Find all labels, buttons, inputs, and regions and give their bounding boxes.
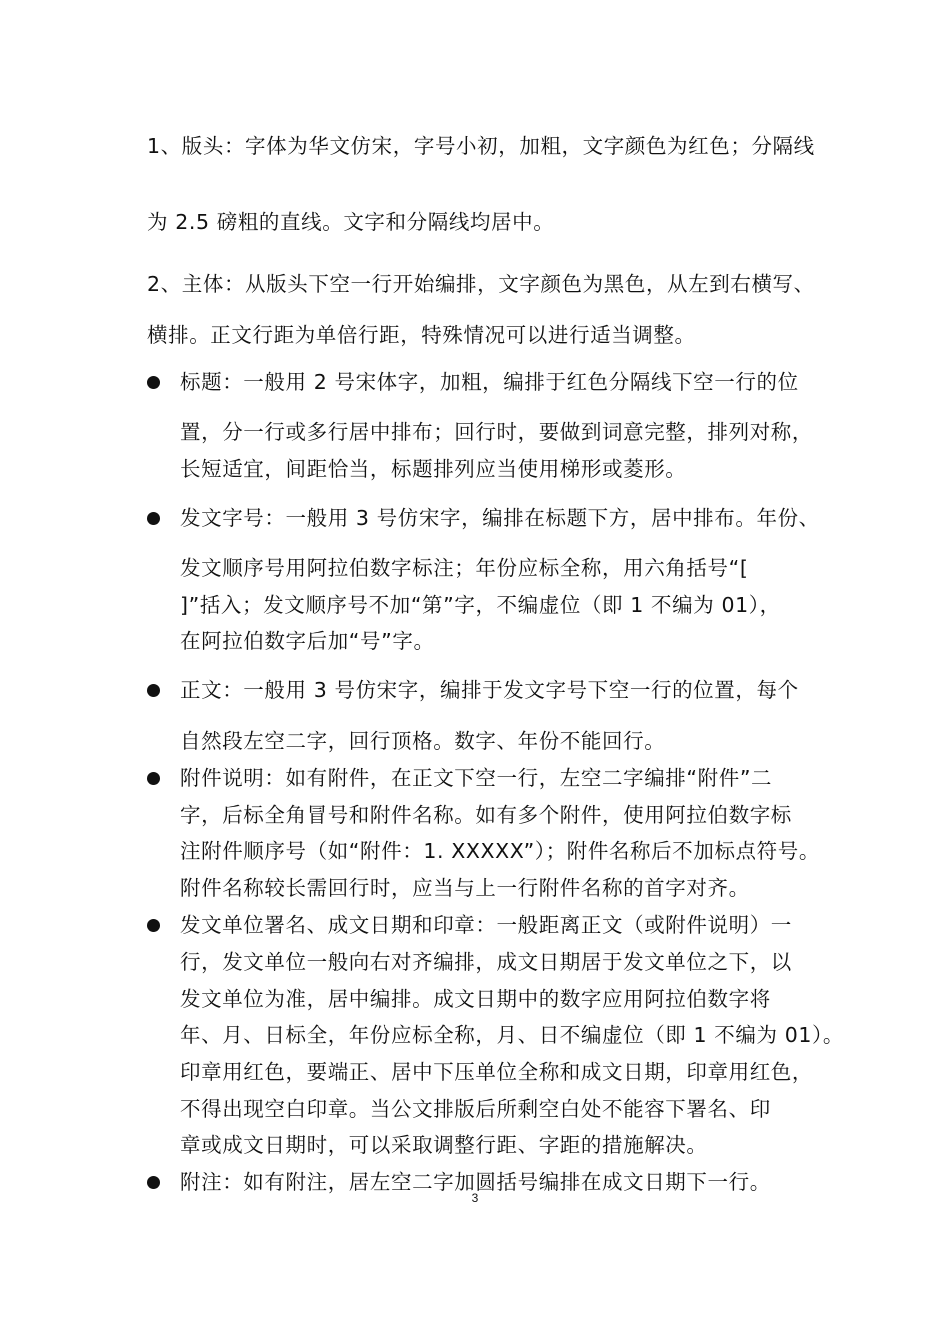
section-1-line-1: 1、版头：字体为华文仿宋，字号小初，加粗，文字颜色为红色；分隔线 — [147, 134, 815, 158]
bullet-2-line-1: 发文字号：一般用 3 号仿宋字，编排在标题下方，居中排布。年份、 — [180, 506, 820, 530]
bullet-6-line-1: 附注：如有附注，居左空二字加圆括号编排在成文日期下一行。 — [180, 1170, 771, 1194]
bullet-icon — [147, 684, 160, 697]
bullet-3-line-2: 自然段左空二字，回行顶格。数字、年份不能回行。 — [180, 729, 666, 753]
bullet-5-line-5: 印章用红色，要端正、居中下压单位全称和成文日期，印章用红色， — [180, 1060, 813, 1084]
bullet-2-line-4: 在阿拉伯数字后加“号”字。 — [180, 629, 435, 653]
bullet-icon — [147, 376, 160, 389]
bullet-icon — [147, 512, 160, 525]
bullet-4-line-4: 附件名称较长需回行时，应当与上一行附件名称的首字对齐。 — [180, 876, 750, 900]
bullet-5-line-1: 发文单位署名、成文日期和印章：一般距离正文（或附件说明）一 — [180, 913, 792, 937]
bullet-5-line-4: 年、月、日标全，年份应标全称，月、日不编虚位（即 1 不编为 01）。 — [180, 1023, 844, 1047]
bullet-4-line-3: 注附件顺序号（如“附件：1. XXXXX”）；附件名称后不加标点符号。 — [180, 839, 820, 863]
bullet-5-line-2: 行，发文单位一般向右对齐编排，成文日期居于发文单位之下，以 — [180, 950, 792, 974]
bullet-icon — [147, 919, 160, 932]
section-2-line-1: 2、主体：从版头下空一行开始编排，文字颜色为黑色，从左到右横写、 — [147, 272, 815, 296]
bullet-5-line-7: 章或成文日期时，可以采取调整行距、字距的措施解决。 — [180, 1133, 708, 1157]
bullet-2-line-3: ]”括入；发文顺序号不加“第”字，不编虚位（即 1 不编为 01）， — [180, 593, 781, 617]
bullet-3-line-1: 正文：一般用 3 号仿宋字，编排于发文字号下空一行的位置，每个 — [180, 678, 799, 702]
bullet-1-line-3: 长短适宜，间距恰当，标题排列应当使用梯形或菱形。 — [180, 457, 687, 481]
bullet-1-line-2: 置，分一行或多行居中排布；回行时，要做到词意完整，排列对称， — [180, 420, 813, 444]
bullet-5-line-3: 发文单位为准，居中编排。成文日期中的数字应用阿拉伯数字将 — [180, 987, 771, 1011]
bullet-icon — [147, 772, 160, 785]
bullet-icon — [147, 1176, 160, 1189]
bullet-1-line-1: 标题：一般用 2 号宋体字，加粗，编排于红色分隔线下空一行的位 — [180, 370, 799, 394]
bullet-4-line-1: 附件说明：如有附件，在正文下空一行，左空二字编排“附件”二 — [180, 766, 773, 790]
section-1-line-2: 为 2.5 磅粗的直线。文字和分隔线均居中。 — [147, 210, 555, 234]
bullet-4-line-2: 字，后标全角冒号和附件名称。如有多个附件，使用阿拉伯数字标 — [180, 803, 792, 827]
bullet-2-line-2: 发文顺序号用阿拉伯数字标注；年份应标全称，用六角括号“[ — [180, 556, 749, 580]
bullet-5-line-6: 不得出现空白印章。当公文排版后所剩空白处不能容下署名、印 — [180, 1097, 771, 1121]
section-2-line-2: 横排。正文行距为单倍行距，特殊情况可以进行适当调整。 — [147, 323, 696, 347]
page-number: 3 — [471, 1191, 479, 1205]
